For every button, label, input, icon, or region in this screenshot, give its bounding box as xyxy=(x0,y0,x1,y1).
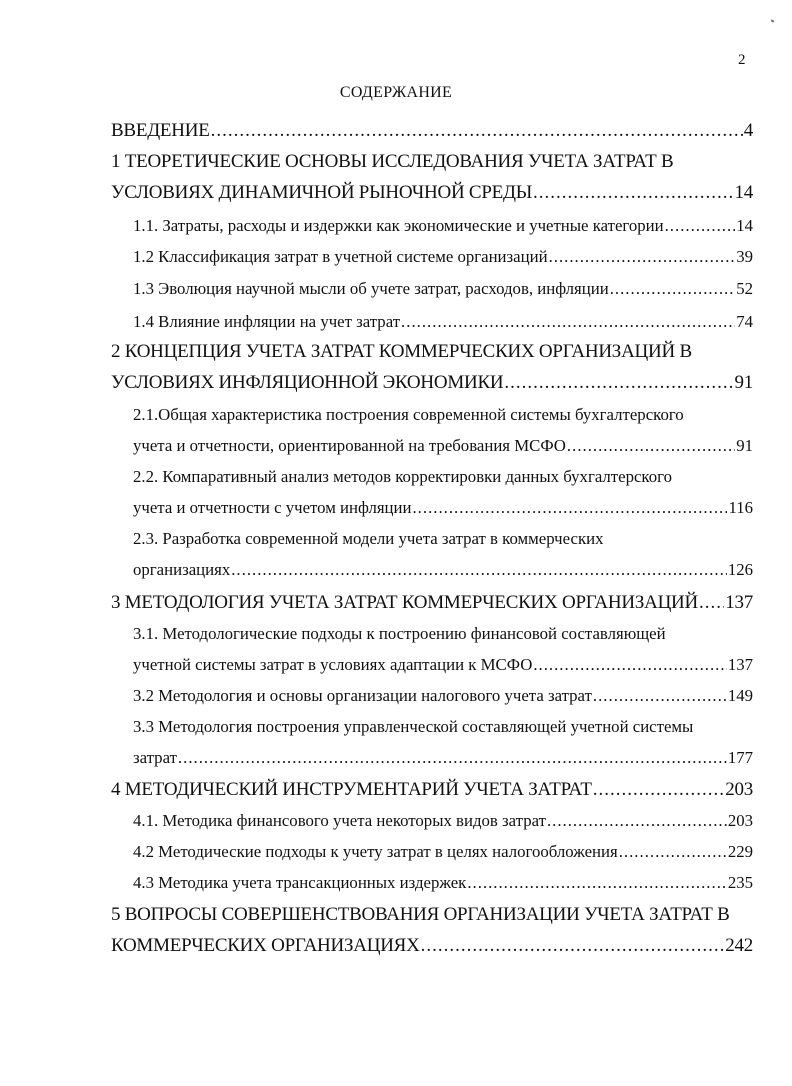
toc-entry-1-4[interactable] xyxy=(133,309,753,335)
toc-leader-dots xyxy=(699,590,724,616)
toc-leader-dots xyxy=(421,933,725,959)
toc-entry-text: 1.3 Эволюция научной мысли об учете затрат, расходов, инфляции xyxy=(133,279,609,298)
scan-speck xyxy=(771,19,775,22)
toc-leader-dots xyxy=(619,839,727,865)
toc-leader-dots xyxy=(178,745,727,771)
toc-leader-dots xyxy=(547,808,727,834)
toc-leader-dots xyxy=(467,870,727,896)
toc-leader-dots xyxy=(665,213,736,239)
toc-leader-dots xyxy=(533,180,733,206)
toc-leader-dots xyxy=(593,777,725,803)
toc-entry-text: 1.1. Затраты, расходы и издержки как экономические и учетные категории xyxy=(133,216,664,235)
toc-entry-3-2[interactable] xyxy=(133,683,753,709)
toc-entry-text: ВВЕДЕНИЕ xyxy=(111,120,210,141)
toc-entry-4-1[interactable] xyxy=(133,808,753,834)
toc-entry-page: 137 xyxy=(725,592,753,613)
toc-entry-chapter-5[interactable] xyxy=(111,933,753,959)
toc-leader-dots xyxy=(401,309,735,335)
toc-entry-page: 4 xyxy=(743,120,753,141)
toc-entry-page: 39 xyxy=(736,247,753,266)
toc-entry-text: КОММЕРЧЕСКИХ ОРГАНИЗАЦИЯХ xyxy=(111,935,420,956)
toc-leader-dots xyxy=(593,683,727,709)
toc-entry-page: 91 xyxy=(734,372,753,393)
toc-entry-page: 149 xyxy=(727,686,753,705)
toc-entry-2-2-line1[interactable]: 2.2. Компаративный анализ методов корректировки данных бухгалтерского xyxy=(133,467,672,486)
toc-entry-introduction[interactable] xyxy=(111,118,753,144)
toc-entry-chapter-2-line1[interactable]: 2 КОНЦЕПЦИЯ УЧЕТА ЗАТРАТ КОММЕРЧЕСКИХ ОРГАНИЗАЦИЙ В xyxy=(111,341,692,362)
toc-entry-text: 3.2 Методология и основы организации налогового учета затрат xyxy=(133,686,592,705)
toc-entry-text: 4.3 Методика учета трансакционных издержек xyxy=(133,873,467,892)
toc-entry-page: 14 xyxy=(736,216,753,235)
toc-entry-text: УСЛОВИЯХ ДИНАМИЧНОЙ РЫНОЧНОЙ СРЕДЫ xyxy=(111,182,533,203)
toc-entry-text: учета и отчетности, ориентированной на требования МСФО xyxy=(133,436,566,455)
toc-leader-dots xyxy=(412,495,727,521)
toc-entry-3-1[interactable] xyxy=(133,652,753,678)
toc-entry-2-2[interactable] xyxy=(133,495,753,521)
toc-entry-3-3-line1[interactable]: 3.3 Методология построения управленческой составляющей учетной системы xyxy=(133,717,694,736)
toc-leader-dots xyxy=(231,557,727,583)
toc-title: СОДЕРЖАНИЕ xyxy=(339,84,453,101)
toc-entry-2-1-line1[interactable]: 2.1.Общая характеристика построения современной системы бухгалтерского xyxy=(133,405,684,424)
toc-leader-dots xyxy=(211,118,743,144)
toc-leader-dots xyxy=(567,433,735,459)
toc-entry-3-1-line1[interactable]: 3.1. Методологические подходы к построению финансовой составляющей xyxy=(133,624,666,643)
toc-entry-chapter-1-line1[interactable]: 1 ТЕОРЕТИЧЕСКИЕ ОСНОВЫ ИССЛЕДОВАНИЯ УЧЕТА ЗАТРАТ В xyxy=(111,151,674,172)
toc-entry-2-1[interactable] xyxy=(133,433,753,459)
toc-entry-text: 3 МЕТОДОЛОГИЯ УЧЕТА ЗАТРАТ КОММЕРЧЕСКИХ ОРГАНИЗАЦИЙ xyxy=(111,592,699,613)
toc-entry-1-2[interactable] xyxy=(133,244,753,270)
toc-entry-chapter-4[interactable] xyxy=(111,777,753,803)
toc-leader-dots xyxy=(610,276,736,302)
toc-entry-text: 4.1. Методика финансового учета некоторых видов затрат xyxy=(133,811,546,830)
toc-entry-chapter-5-line1[interactable]: 5 ВОПРОСЫ СОВЕРШЕНСТВОВАНИЯ ОРГАНИЗАЦИИ УЧЕТА ЗАТРАТ В xyxy=(111,904,730,925)
toc-entry-text: учета и отчетности с учетом инфляции xyxy=(133,498,412,517)
toc-entry-page: 177 xyxy=(727,748,753,767)
toc-entry-page: 242 xyxy=(725,935,753,956)
toc-entry-page: 52 xyxy=(736,279,753,298)
toc-entry-4-3[interactable] xyxy=(133,870,753,896)
toc-entry-2-3[interactable] xyxy=(133,557,753,583)
toc-entry-page: 203 xyxy=(725,779,753,800)
toc-leader-dots xyxy=(549,244,736,270)
toc-entry-chapter-3[interactable] xyxy=(111,590,753,616)
toc-entry-page: 74 xyxy=(736,312,753,331)
toc-entry-page: 126 xyxy=(727,560,753,579)
toc-entry-text: затрат xyxy=(133,748,177,767)
toc-entry-text: организациях xyxy=(133,560,231,579)
toc-entry-text: УСЛОВИЯХ ИНФЛЯЦИОННОЙ ЭКОНОМИКИ xyxy=(111,372,504,393)
toc-entry-text: учетной системы затрат в условиях адаптации к МСФО xyxy=(133,655,533,674)
toc-entry-text: 4 МЕТОДИЧЕСКИЙ ИНСТРУМЕНТАРИЙ УЧЕТА ЗАТРАТ xyxy=(111,779,592,800)
toc-entry-1-1[interactable] xyxy=(133,213,753,239)
toc-entry-text: 1.4 Влияние инфляции на учет затрат xyxy=(133,312,401,331)
toc-entry-chapter-1[interactable] xyxy=(111,180,753,206)
toc-entry-page: 203 xyxy=(727,811,753,830)
toc-leader-dots xyxy=(533,652,727,678)
toc-entry-page: 91 xyxy=(736,436,753,455)
toc-entry-text: 4.2 Методические подходы к учету затрат в целях налогообложения xyxy=(133,842,618,861)
toc-leader-dots xyxy=(504,370,733,396)
toc-entry-1-3[interactable] xyxy=(133,276,753,302)
toc-entry-2-3-line1[interactable]: 2.3. Разработка современной модели учета затрат в коммерческих xyxy=(133,529,604,548)
toc-entry-4-2[interactable] xyxy=(133,839,753,865)
page-number: 2 xyxy=(738,52,746,68)
toc-entry-page: 229 xyxy=(727,842,753,861)
toc-entry-page: 116 xyxy=(728,498,753,517)
toc-entry-page: 137 xyxy=(727,655,753,674)
toc-entry-page: 235 xyxy=(727,873,753,892)
toc-entry-text: 1.2 Классификация затрат в учетной системе организаций xyxy=(133,247,548,266)
toc-entry-3-3[interactable] xyxy=(133,745,753,771)
toc-entry-chapter-2[interactable] xyxy=(111,370,753,396)
toc-entry-page: 14 xyxy=(734,182,753,203)
